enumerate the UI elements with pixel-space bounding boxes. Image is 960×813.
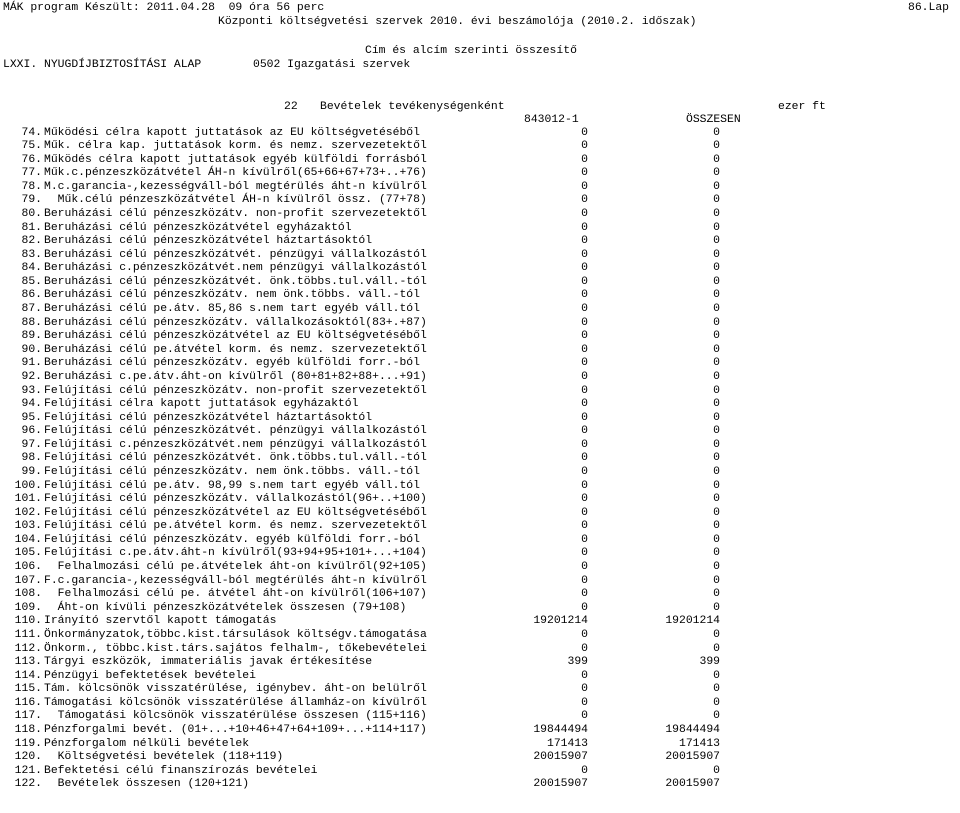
row-label: Felújítási célra kapott juttatások egyházaktól — [44, 398, 359, 411]
table-title: Bevételek tevékenységenként — [320, 101, 505, 113]
row-label: Felújítási célú pénzeszközátv. non-profit szervezetektől — [44, 384, 427, 397]
row-value-total: 0 — [713, 207, 720, 220]
row-label: Tám. kölcsönök visszatérülése, igénybev. áht-on belülről — [44, 683, 427, 696]
row-value-843012-1: 0 — [581, 479, 588, 492]
row-number: 94. — [21, 398, 42, 411]
row-number: 82. — [21, 235, 42, 248]
row-value-total: 0 — [713, 547, 720, 560]
row-value-843012-1: 0 — [581, 330, 588, 343]
row-value-total: 0 — [713, 411, 720, 424]
row-label: Irányító szervtől kapott támogatás — [44, 615, 277, 628]
row-value-843012-1: 0 — [581, 438, 588, 451]
row-value-843012-1: 0 — [581, 764, 588, 777]
row-value-843012-1: 0 — [581, 384, 588, 397]
row-label: Költségvetési bevételek (118+119) — [44, 751, 284, 764]
row-value-843012-1: 0 — [581, 547, 588, 560]
row-value-total: 0 — [713, 452, 720, 465]
row-value-total: 0 — [713, 303, 720, 316]
row-value-843012-1: 0 — [581, 696, 588, 709]
row-value-total: 0 — [713, 167, 720, 180]
row-number: 74. — [21, 126, 42, 139]
row-label: Műk.célú pénzeszközátvétel ÁH-n kívülről össz. (77+78) — [44, 194, 427, 207]
row-number: 116. — [14, 696, 42, 709]
row-value-total: 0 — [713, 370, 720, 383]
row-label: Beruházási célú pe.átvétel korm. és nemz. szervezetektől — [44, 343, 427, 356]
row-value-total: 0 — [713, 248, 720, 261]
row-value-843012-1: 0 — [581, 316, 588, 329]
row-number: 117. — [14, 710, 42, 723]
row-label: Beruházási célú pénzeszközátvétel az EU költségvetéséből — [44, 330, 427, 343]
row-label: Támogatási kölcsönök visszatérülése összesen (115+116) — [44, 710, 427, 723]
row-value-total: 0 — [713, 330, 720, 343]
row-value-843012-1: 0 — [581, 683, 588, 696]
row-value-total: 20015907 — [665, 778, 720, 791]
table-code: 22 — [284, 101, 298, 113]
row-value-total: 0 — [713, 262, 720, 275]
row-number: 119. — [14, 737, 42, 750]
row-number: 84. — [21, 262, 42, 275]
row-value-total: 0 — [713, 194, 720, 207]
row-value-843012-1: 0 — [581, 370, 588, 383]
row-label: Támogatási kölcsönök visszatérülése államház-on kívülről — [44, 696, 427, 709]
row-value-total: 19844494 — [665, 724, 720, 737]
row-value-total: 0 — [713, 642, 720, 655]
row-label: Beruházási célú pénzeszközátv. non-profit szervezetektől — [44, 207, 427, 220]
row-number: 99. — [21, 466, 42, 478]
row-value-843012-1: 0 — [581, 493, 588, 506]
row-value-total: 0 — [713, 357, 720, 370]
row-number: 102. — [14, 506, 42, 519]
row-value-total: 0 — [713, 683, 720, 696]
row-value-843012-1: 20015907 — [533, 778, 588, 791]
row-value-843012-1: 0 — [581, 628, 588, 641]
row-value-total: 0 — [713, 438, 720, 451]
row-number: 109. — [14, 601, 42, 614]
row-label: Beruházási célú pénzeszközátv. egyéb külföldi forr.-ból — [44, 357, 420, 370]
row-label: Felújítási célú pénzeszközátvétel háztartásoktól — [44, 411, 373, 424]
row-label: Műk.c.pénzeszközátvétel ÁH-n kívülről(65+66+67+73+..+76) — [44, 167, 427, 180]
row-number: 81. — [21, 221, 42, 234]
row-label: Beruházási c.pénzeszközátvét.nem pénzügyi vállalkozástól — [44, 262, 427, 275]
row-value-843012-1: 0 — [581, 561, 588, 574]
row-value-843012-1: 0 — [581, 221, 588, 234]
row-number: 100. — [14, 479, 42, 492]
row-value-843012-1: 0 — [581, 275, 588, 288]
row-value-total: 0 — [713, 533, 720, 546]
row-value-total: 0 — [713, 153, 720, 166]
row-value-total: 0 — [713, 574, 720, 587]
row-value-total: 0 — [713, 384, 720, 397]
row-value-843012-1: 0 — [581, 520, 588, 533]
row-number: 101. — [14, 493, 42, 506]
row-number: 86. — [21, 289, 42, 302]
row-label: Felújítási célú pe.átvétel korm. és nemz. szervezetektől — [44, 520, 427, 533]
row-label: Tárgyi eszközök, immateriális javak értékesítése — [44, 656, 373, 669]
row-value-total: 0 — [713, 710, 720, 723]
row-label: Működési célra kapott juttatások az EU költségvetéséből — [44, 126, 420, 139]
row-label: Felújítási c.pénzeszközátvét.nem pénzügyi vállalkozástól — [44, 438, 427, 451]
row-value-total: 0 — [713, 520, 720, 533]
row-value-843012-1: 0 — [581, 452, 588, 465]
row-value-843012-1: 19844494 — [533, 724, 588, 737]
row-value-total: 20015907 — [665, 751, 720, 764]
row-value-total: 0 — [713, 221, 720, 234]
row-number: 90. — [21, 343, 42, 356]
row-label: M.c.garancia-,kezességváll-ból megtérülés áht-n kívülről — [44, 180, 427, 193]
row-value-843012-1: 0 — [581, 669, 588, 682]
row-value-total: 0 — [713, 696, 720, 709]
row-label: Pénzügyi befektetések bevételei — [44, 669, 256, 682]
row-value-total: 0 — [713, 628, 720, 641]
row-value-843012-1: 171413 — [546, 737, 588, 750]
row-value-843012-1: 20015907 — [533, 751, 588, 764]
row-label: Felhalmozási célú pe. átvétel áht-on kívülről(106+107) — [44, 588, 427, 601]
row-value-843012-1: 0 — [581, 180, 588, 193]
row-value-total: 0 — [713, 561, 720, 574]
row-label: Pénzforgalom nélküli bevételek — [44, 737, 250, 750]
row-label: Pénzforgalmi bevét. (01+...+10+46+47+64+109+...+114+117) — [44, 724, 427, 737]
row-number: 113. — [14, 656, 42, 669]
row-number: 89. — [21, 330, 42, 343]
row-label: Beruházási célú pénzeszközátv. vállalkozásoktól(83+.+87) — [44, 316, 427, 329]
report-header-program: MÁK program Készült: 2011.04.28 09 óra 56 perc — [3, 2, 325, 14]
row-value-843012-1: 0 — [581, 303, 588, 316]
row-label: Felújítási célú pénzeszközátv. vállalkozástól(96+..+100) — [44, 493, 427, 506]
row-value-total: 0 — [713, 479, 720, 492]
row-value-843012-1: 399 — [567, 656, 588, 669]
row-number: 104. — [14, 533, 42, 546]
row-value-total: 0 — [713, 764, 720, 777]
row-number: 77. — [21, 167, 42, 180]
row-number: 88. — [21, 316, 42, 329]
row-value-843012-1: 0 — [581, 207, 588, 220]
row-value-843012-1: 0 — [581, 642, 588, 655]
row-value-total: 399 — [699, 656, 720, 669]
row-label: Felújítási célú pénzeszközátvét. pénzügyi vállalkozástól — [44, 425, 427, 438]
row-label: Műk. célra kap. juttatások korm. és nemz. szervezetektől — [44, 140, 427, 153]
row-label: Beruházási célú pénzeszközátvétel egyházaktól — [44, 221, 352, 234]
row-label: Önkorm., többc.kist.társ.sajátos felhalm-, tőkebevételei — [44, 642, 427, 655]
row-value-total: 0 — [713, 669, 720, 682]
row-label: Beruházási célú pénzeszközátv. nem önk.többs. váll.-tól — [44, 289, 420, 302]
row-label: Beruházási célú pénzeszközátvét. pénzügyi vállalkozástól — [44, 248, 427, 261]
row-value-total: 0 — [713, 316, 720, 329]
row-label: Beruházási c.pe.átv.áht-on kívülről (80+81+82+88+...+91) — [44, 370, 427, 383]
row-value-total: 0 — [713, 493, 720, 506]
row-value-total: 0 — [713, 140, 720, 153]
section-title: Cím és alcím szerinti összesítő — [365, 45, 577, 57]
row-label: Felújítási célú pénzeszközátvét. önk.többs.tul.váll.-tól — [44, 452, 427, 465]
row-value-843012-1: 0 — [581, 126, 588, 139]
row-number: 108. — [14, 588, 42, 601]
row-value-total: 0 — [713, 588, 720, 601]
row-number: 83. — [21, 248, 42, 261]
row-value-843012-1: 0 — [581, 425, 588, 438]
row-value-843012-1: 0 — [581, 248, 588, 261]
row-value-843012-1: 0 — [581, 153, 588, 166]
row-label: Felújítási célú pénzeszközátvétel az EU költségvetéséből — [44, 506, 427, 519]
row-number: 76. — [21, 153, 42, 166]
row-value-843012-1: 0 — [581, 262, 588, 275]
row-value-843012-1: 0 — [581, 289, 588, 302]
row-value-total: 19201214 — [665, 615, 720, 628]
row-value-total: 0 — [713, 506, 720, 519]
row-number: 111. — [14, 628, 42, 641]
row-number: 96. — [21, 425, 42, 438]
row-label: Felújítási célú pe.átv. 98,99 s.nem tart egyéb váll.tól — [44, 479, 420, 492]
row-value-total: 0 — [713, 466, 720, 478]
row-value-843012-1: 0 — [581, 533, 588, 546]
row-value-843012-1: 19201214 — [533, 615, 588, 628]
row-number: 121. — [14, 764, 42, 777]
row-label: Felújítási célú pénzeszközátv. egyéb külföldi forr.-ból — [44, 533, 420, 546]
row-number: 114. — [14, 669, 42, 682]
row-number: 112. — [14, 642, 42, 655]
row-label: Befektetési célú finanszírozás bevételei — [44, 764, 318, 777]
row-value-total: 171413 — [678, 737, 720, 750]
row-value-total: 0 — [713, 180, 720, 193]
row-number: 93. — [21, 384, 42, 397]
row-value-843012-1: 0 — [581, 357, 588, 370]
row-value-total: 0 — [713, 601, 720, 614]
row-label: Felhalmozási célú pe.átvételek áht-on kívülről(92+105) — [44, 561, 427, 574]
row-number: 91. — [21, 357, 42, 370]
row-value-843012-1: 0 — [581, 140, 588, 153]
row-number: 95. — [21, 411, 42, 424]
row-number: 120. — [14, 751, 42, 764]
row-number: 115. — [14, 683, 42, 696]
row-value-total: 0 — [713, 126, 720, 139]
institution-name: LXXI. NYUGDÍJBIZTOSÍTÁSI ALAP — [3, 59, 202, 71]
row-value-total: 0 — [713, 425, 720, 438]
row-number: 103. — [14, 520, 42, 533]
row-number: 110. — [14, 615, 42, 628]
row-label: Felújítási célú pénzeszközátv. nem önk.többs. váll.-tól — [44, 466, 420, 478]
column-header-843012-1: 843012-1 — [524, 114, 579, 126]
row-value-843012-1: 0 — [581, 411, 588, 424]
row-label: Működés célra kapott juttatások egyéb külföldi forrásból — [44, 153, 427, 166]
row-value-843012-1: 0 — [581, 194, 588, 207]
column-header-total: ÖSSZESEN — [686, 114, 741, 126]
row-number: 80. — [21, 207, 42, 220]
row-label: Beruházási célú pénzeszközátvétel háztartásoktól — [44, 235, 373, 248]
row-number: 118. — [14, 724, 42, 737]
row-label: Bevételek összesen (120+121) — [44, 778, 250, 791]
row-number: 122. — [14, 778, 42, 791]
unit-label: ezer ft — [778, 101, 826, 113]
row-number: 106. — [14, 561, 42, 574]
row-number: 107. — [14, 574, 42, 587]
row-number: 98. — [21, 452, 42, 465]
row-label: F.c.garancia-,kezességváll-ból megtérülés áht-n kívülről — [44, 574, 427, 587]
row-value-843012-1: 0 — [581, 601, 588, 614]
row-value-843012-1: 0 — [581, 506, 588, 519]
row-label: Beruházási célú pe.átv. 85,86 s.nem tart egyéb váll.tól — [44, 303, 420, 316]
row-label: Beruházási célú pénzeszközátvét. önk.többs.tul.váll.-tól — [44, 275, 427, 288]
row-number: 105. — [14, 547, 42, 560]
row-value-total: 0 — [713, 235, 720, 248]
row-number: 92. — [21, 370, 42, 383]
row-value-843012-1: 0 — [581, 343, 588, 356]
row-value-843012-1: 0 — [581, 167, 588, 180]
row-value-843012-1: 0 — [581, 710, 588, 723]
row-value-total: 0 — [713, 343, 720, 356]
row-label: Önkormányzatok,többc.kist.társulások költségv.támogatása — [44, 628, 427, 641]
row-number: 75. — [21, 140, 42, 153]
row-value-843012-1: 0 — [581, 235, 588, 248]
row-number: 85. — [21, 275, 42, 288]
report-subtitle: Központi költségvetési szervek 2010. évi beszámolója (2010.2. időszak) — [218, 16, 697, 28]
page-number: 86.Lap — [908, 2, 950, 14]
row-value-843012-1: 0 — [581, 588, 588, 601]
row-label: Felújítási c.pe.átv.áht-n kívülről(93+94+95+101+...+104) — [44, 547, 427, 560]
row-value-total: 0 — [713, 275, 720, 288]
row-value-total: 0 — [713, 289, 720, 302]
row-value-843012-1: 0 — [581, 398, 588, 411]
row-number: 78. — [21, 180, 42, 193]
row-number: 79. — [21, 194, 42, 207]
chapter-name: 0502 Igazgatási szervek — [253, 59, 411, 71]
row-value-843012-1: 0 — [581, 574, 588, 587]
row-label: Áht-on kívüli pénzeszközátvételek összesen (79+108) — [44, 601, 407, 614]
row-number: 87. — [21, 303, 42, 316]
row-value-843012-1: 0 — [581, 466, 588, 478]
row-value-total: 0 — [713, 398, 720, 411]
row-number: 97. — [21, 438, 42, 451]
